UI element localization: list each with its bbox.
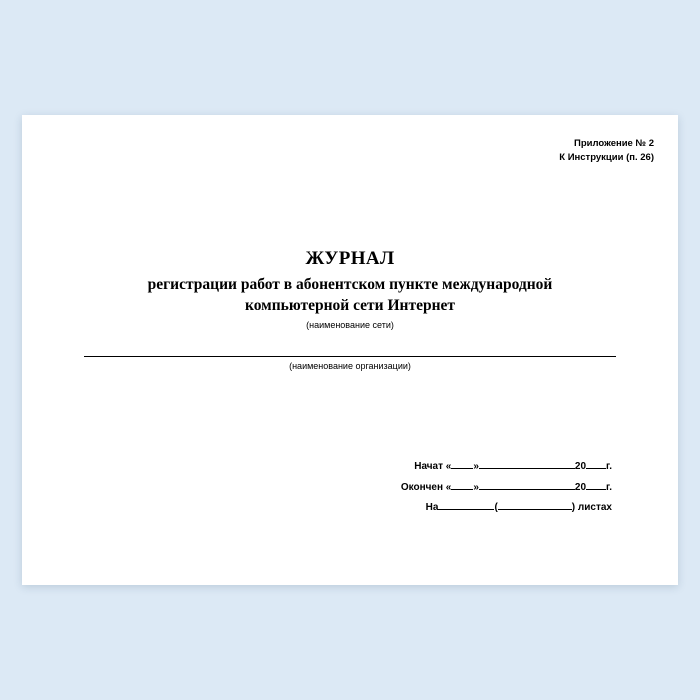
sheets-suffix: листах — [577, 502, 612, 513]
finished-year-blank — [586, 479, 606, 490]
sheets-words-blank — [498, 499, 572, 510]
appendix-reference — [559, 137, 654, 165]
started-label: Начат « — [414, 461, 452, 472]
appendix-number: Приложение № 2 — [574, 138, 654, 149]
sheets-line — [401, 498, 612, 519]
started-day-blank — [451, 458, 473, 469]
finished-day-blank — [451, 479, 473, 490]
document-page — [22, 115, 678, 585]
appendix-instruction: К Инструкции (п. 26) — [559, 151, 654, 163]
finished-label: Окончен « — [400, 481, 452, 493]
sheets-open-paren: ( — [494, 502, 498, 513]
sheets-close-paren: ) — [571, 502, 576, 513]
network-name-caption: (наименование сети) — [306, 319, 394, 330]
started-line — [401, 457, 612, 478]
document-title-block — [22, 247, 678, 330]
organization-rule — [84, 355, 616, 357]
organization-field — [84, 355, 616, 371]
started-year-blank — [586, 458, 606, 469]
document-subtitle-line-2: компьютерной сети Интернет — [245, 296, 455, 314]
sheets-count-blank — [438, 499, 494, 510]
finished-line — [401, 478, 612, 499]
started-quote-close: » — [473, 461, 479, 472]
sheets-label: На — [425, 502, 439, 513]
page-title: ЖУРНАЛ — [305, 248, 395, 269]
document-page-content — [22, 115, 678, 585]
finished-year: 20 — [574, 481, 587, 493]
started-year-suffix: г. — [606, 461, 612, 472]
document-subtitle-line-1: регистрации работ в абонентском пункте международной — [147, 275, 553, 293]
finished-quote-close: » — [473, 481, 479, 493]
finished-month-blank — [479, 479, 575, 490]
journal-dates-block — [401, 457, 612, 519]
finished-year-suffix: г. — [606, 481, 612, 493]
organization-caption: (наименование организации) — [289, 361, 411, 371]
started-month-blank — [479, 458, 575, 469]
started-year: 20 — [574, 461, 587, 472]
document-subtitle — [22, 275, 678, 317]
